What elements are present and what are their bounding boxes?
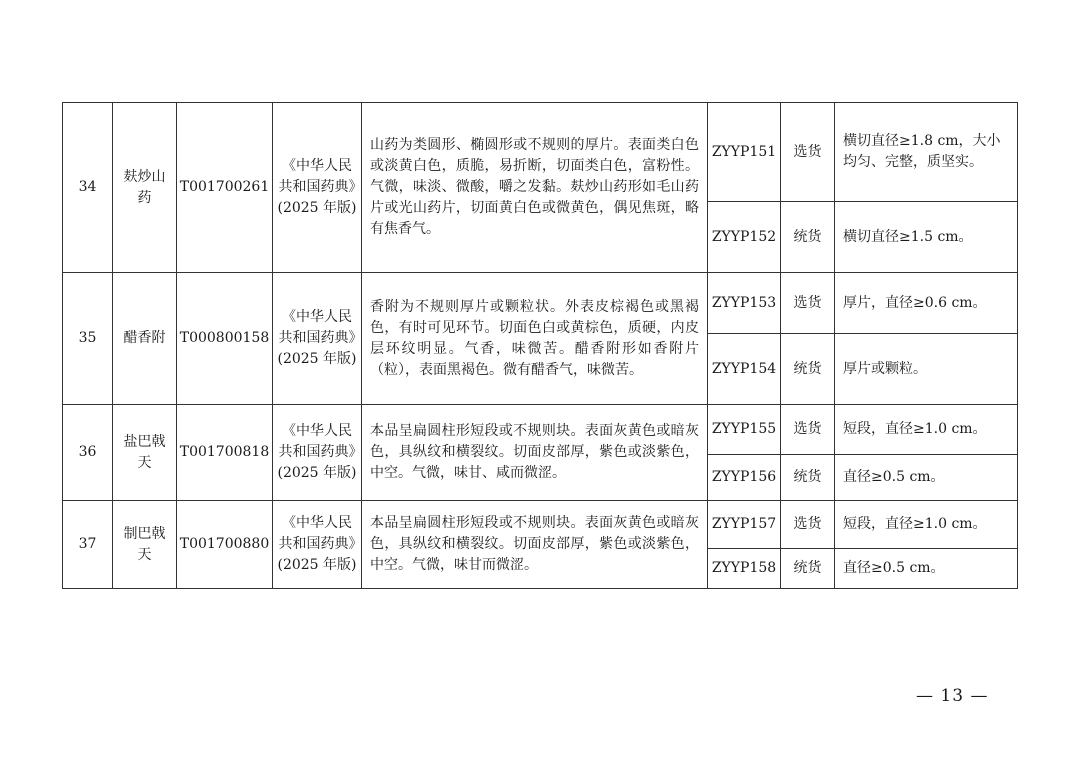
spec-code: ZYYP152 bbox=[708, 202, 781, 273]
herb-code: T001700818 bbox=[177, 405, 273, 501]
herb-code: T000800158 bbox=[177, 273, 273, 405]
spec-grade: 统货 bbox=[781, 549, 835, 589]
herb-code: T001700261 bbox=[177, 103, 273, 273]
page-number: — 13 — bbox=[916, 686, 989, 706]
row-number: 34 bbox=[63, 103, 113, 273]
spec-grade: 统货 bbox=[781, 334, 835, 405]
herb-name: 盐巴戟天 bbox=[113, 405, 177, 501]
herb-name: 醋香附 bbox=[113, 273, 177, 405]
herb-name: 麸炒山药 bbox=[113, 103, 177, 273]
herb-description: 香附为不规则厚片或颗粒状。外表皮棕褐色或黑褐色，有时可见环节。切面色白或黄棕色，质硬，内皮层环纹明显。气香，味微苦。醋香附形如香附片（粒），表面黑褐色。微有醋香气，味微苦。 bbox=[362, 273, 708, 405]
table-row bbox=[63, 273, 1018, 334]
spec-code: ZYYP158 bbox=[708, 549, 781, 589]
spec-grade: 统货 bbox=[781, 202, 835, 273]
row-number: 37 bbox=[63, 501, 113, 589]
spec-code: ZYYP154 bbox=[708, 334, 781, 405]
spec-criteria: 短段，直径≥1.0 cm。 bbox=[835, 501, 1018, 549]
herb-code: T001700880 bbox=[177, 501, 273, 589]
spec-grade: 选货 bbox=[781, 501, 835, 549]
table-row bbox=[63, 501, 1018, 549]
spec-criteria: 厚片或颗粒。 bbox=[835, 334, 1018, 405]
table-row bbox=[63, 405, 1018, 455]
spec-grade: 选货 bbox=[781, 405, 835, 455]
spec-criteria: 直径≥0.5 cm。 bbox=[835, 455, 1018, 501]
herb-name: 制巴戟天 bbox=[113, 501, 177, 589]
spec-criteria: 直径≥0.5 cm。 bbox=[835, 549, 1018, 589]
standard-ref: 《中华人民共和国药典》(2025 年版) bbox=[273, 103, 362, 273]
row-number: 36 bbox=[63, 405, 113, 501]
herb-description: 本品呈扁圆柱形短段或不规则块。表面灰黄色或暗灰色，具纵纹和横裂纹。切面皮部厚，紫色或淡紫色，中空。气微，味甘、咸而微涩。 bbox=[362, 405, 708, 501]
standard-ref: 《中华人民共和国药典》(2025 年版) bbox=[273, 501, 362, 589]
spec-criteria: 横切直径≥1.8 cm，大小均匀、完整，质坚实。 bbox=[835, 103, 1018, 202]
spec-criteria: 厚片，直径≥0.6 cm。 bbox=[835, 273, 1018, 334]
spec-grade: 选货 bbox=[781, 273, 835, 334]
spec-code: ZYYP157 bbox=[708, 501, 781, 549]
spec-code: ZYYP151 bbox=[708, 103, 781, 202]
table-row bbox=[63, 103, 1018, 202]
spec-criteria: 短段，直径≥1.0 cm。 bbox=[835, 405, 1018, 455]
herb-description: 本品呈扁圆柱形短段或不规则块。表面灰黄色或暗灰色，具纵纹和横裂纹。切面皮部厚，紫色或淡紫色，中空。气微，味甘而微涩。 bbox=[362, 501, 708, 589]
spec-criteria: 横切直径≥1.5 cm。 bbox=[835, 202, 1018, 273]
standard-ref: 《中华人民共和国药典》(2025 年版) bbox=[273, 273, 362, 405]
standard-ref: 《中华人民共和国药典》(2025 年版) bbox=[273, 405, 362, 501]
spec-grade: 选货 bbox=[781, 103, 835, 202]
herb-spec-table bbox=[62, 102, 1018, 589]
spec-grade: 统货 bbox=[781, 455, 835, 501]
spec-code: ZYYP155 bbox=[708, 405, 781, 455]
spec-code: ZYYP156 bbox=[708, 455, 781, 501]
herb-description: 山药为类圆形、椭圆形或不规则的厚片。表面类白色或淡黄白色，质脆，易折断，切面类白色，富粉性。气微，味淡、微酸，嚼之发黏。麸炒山药形如毛山药片或光山药片，切面黄白色或微黄色，偶见焦斑，略有焦香气。 bbox=[362, 103, 708, 273]
spec-code: ZYYP153 bbox=[708, 273, 781, 334]
row-number: 35 bbox=[63, 273, 113, 405]
